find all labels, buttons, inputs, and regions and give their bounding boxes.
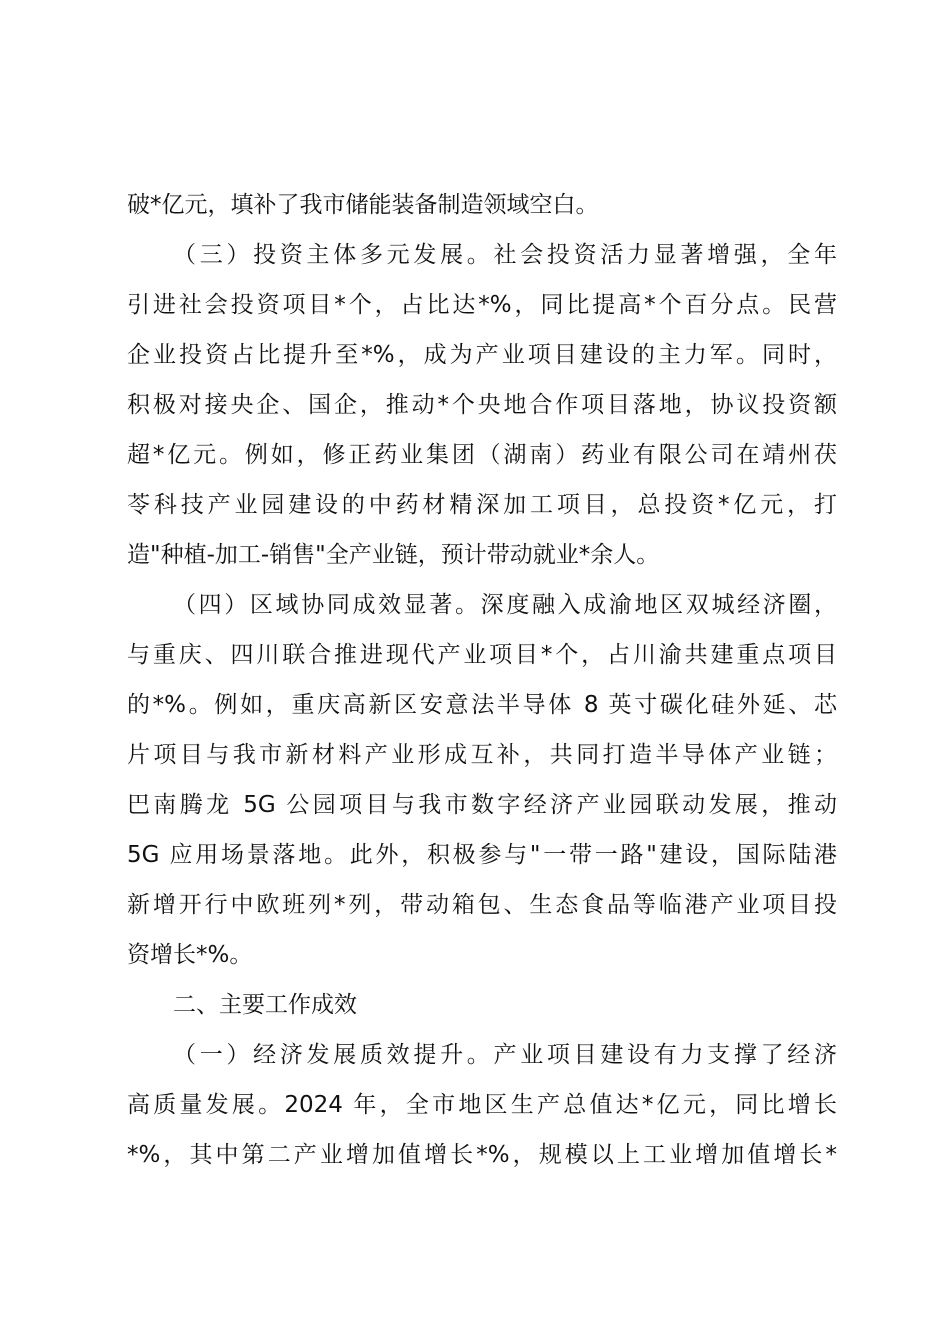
text-line: 巴南腾龙 5G 公园项目与我市数字经济产业园联动发展，推动 xyxy=(127,792,837,818)
text-line: 企业投资占比提升至*%，成为产业项目建设的主力军。同时， xyxy=(127,342,837,368)
text-line: 新增开行中欧班列*列，带动箱包、生态食品等临港产业项目投 xyxy=(127,892,837,918)
text-line: 资增长*%。 xyxy=(127,942,253,968)
text-line: *%，其中第二产业增加值增长*%，规模以上工业增加值增长* xyxy=(127,1142,837,1168)
text-line: 5G 应用场景落地。此外，积极参与"一带一路"建设，国际陆港 xyxy=(127,842,837,868)
text-line: 与重庆、四川联合推进现代产业项目*个，占川渝共建重点项目 xyxy=(127,642,837,668)
text-line: 积极对接央企、国企，推动*个央地合作项目落地，协议投资额 xyxy=(127,392,837,418)
text-line: 破*亿元，填补了我市储能装备制造领域空白。 xyxy=(127,192,599,218)
text-line: 引进社会投资项目*个，占比达*%，同比提高*个百分点。民营 xyxy=(127,292,837,318)
text-line: 高质量发展。2024 年，全市地区生产总值达*亿元，同比增长 xyxy=(127,1092,837,1118)
text-line: 苓科技产业园建设的中药材精深加工项目，总投资*亿元，打 xyxy=(127,492,837,518)
text-line: 的*%。例如，重庆高新区安意法半导体 8 英寸碳化硅外延、芯 xyxy=(127,692,837,718)
text-line: 片项目与我市新材料产业形成互补，共同打造半导体产业链； xyxy=(127,742,837,768)
chapter-heading-line: 二、主要工作成效 xyxy=(173,992,357,1018)
text-line: 造"种植-加工-销售"全产业链，预计带动就业*余人。 xyxy=(127,542,660,568)
section-heading-line: （一）经济发展质效提升。产业项目建设有力支撑了经济 xyxy=(173,1042,837,1068)
section-heading-line: （四）区域协同成效显著。深度融入成渝地区双城经济圈， xyxy=(173,592,837,618)
text-line: 超*亿元。例如，修正药业集团（湖南）药业有限公司在靖州茯 xyxy=(127,442,837,468)
body-text xyxy=(127,180,837,1180)
section-heading-line: （三）投资主体多元发展。社会投资活力显著增强，全年 xyxy=(173,242,837,268)
